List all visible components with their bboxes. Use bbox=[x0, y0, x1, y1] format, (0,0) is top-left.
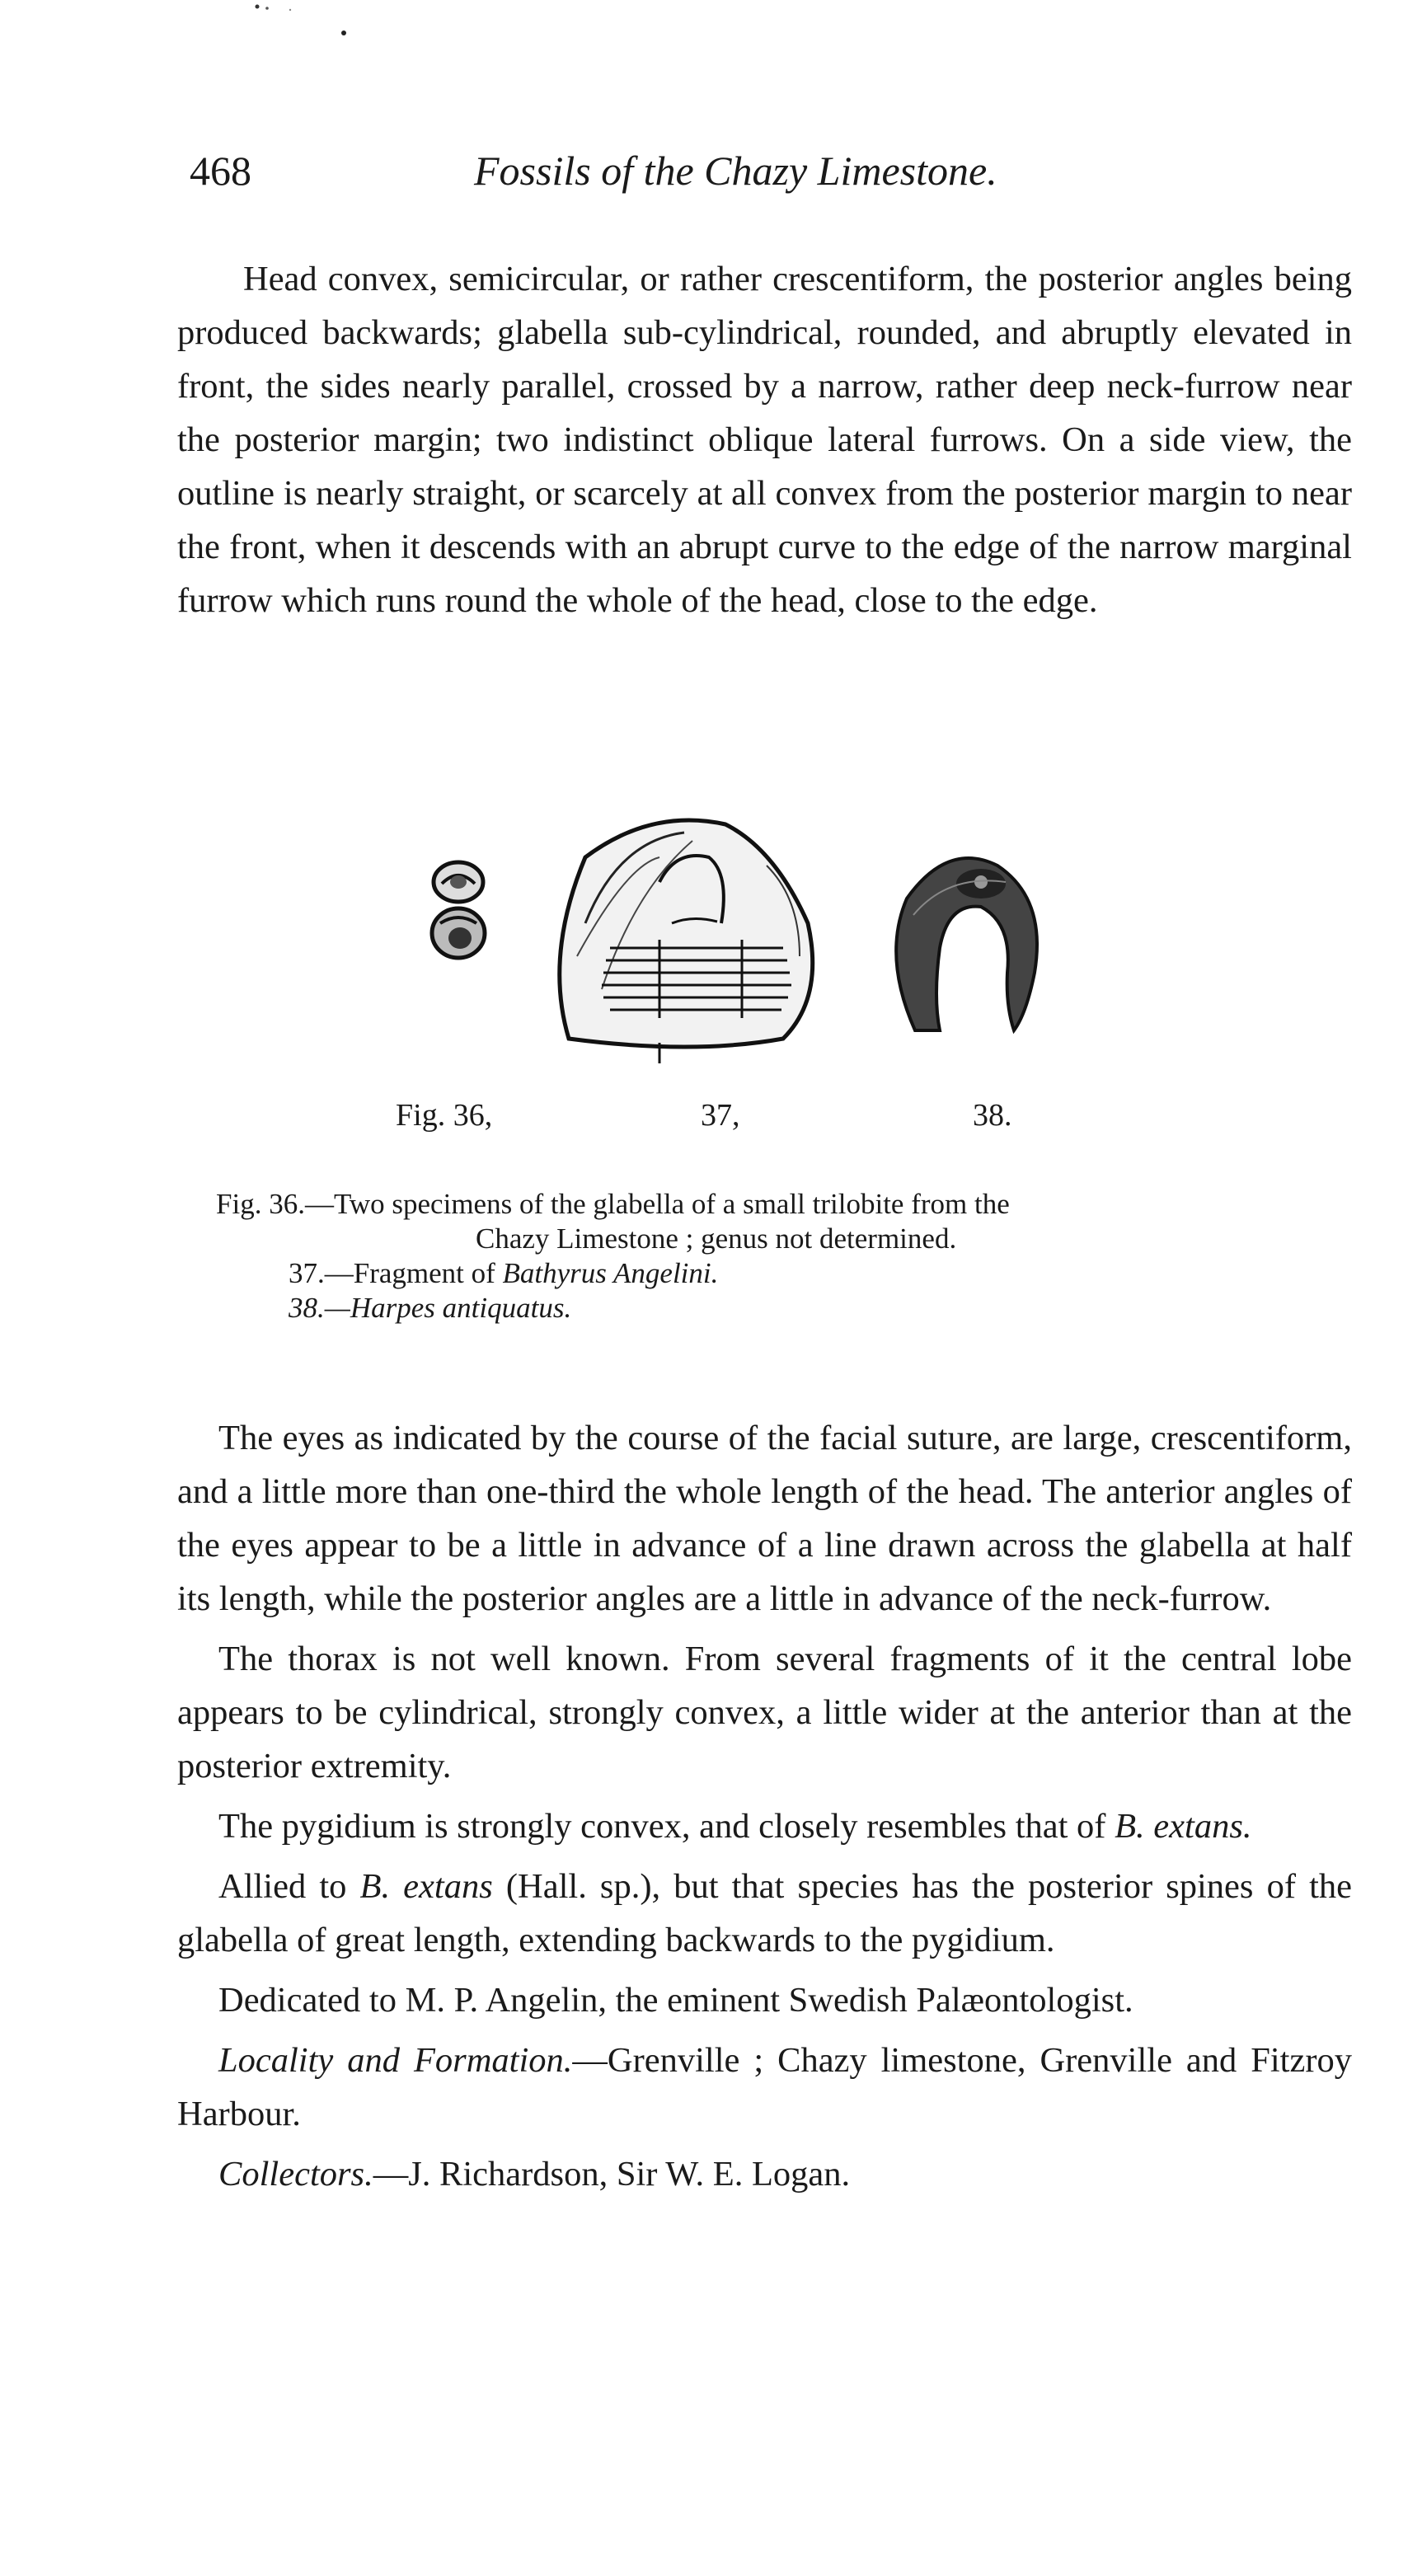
legend-line-fig37 bbox=[289, 1256, 1422, 1291]
fig38-label: 38. bbox=[973, 1098, 1012, 1133]
pygidium-text: The pygidium is strongly convex, and closely resembles that of bbox=[218, 1807, 1115, 1846]
trilobite-figures bbox=[412, 791, 1072, 1088]
legend-fig37-prefix: 37.—Fragment of bbox=[289, 1257, 503, 1289]
legend-fig37-species: Bathyrus Angelini. bbox=[502, 1257, 719, 1289]
allied-species: B. extans bbox=[359, 1867, 493, 1906]
description-continued bbox=[177, 1411, 1352, 2208]
locality-label: Locality and Formation. bbox=[218, 2041, 573, 2080]
paragraph-collectors bbox=[177, 2147, 1352, 2201]
allied-rest: (Hall. sp.), but that species has the posterior spines of the glabella of great length, extending backwards to the pygidium. bbox=[177, 1867, 1352, 1959]
collectors-text: —J. Richardson, Sir W. E. Logan. bbox=[373, 2155, 851, 2194]
figure-labels bbox=[0, 1091, 1422, 1140]
locality-text: —Grenville ; Chazy limestone, Grenville and Fitzroy Harbour. bbox=[177, 2041, 1352, 2133]
paragraph-head-description: Head convex, semicircular, or rather crescentiform, the posterior angles being produced backwards; glabella sub-cylindrical, rounded, and abruptly elevated in front, the sides nearly parallel, crossed by a narrow, rather deep neck-furrow near the posterior margin; two indistinct oblique lateral furrows. On a side view, the outline is nearly straight, or scarcely at all convex from the posterior margin to near the front, when it descends with an abrupt curve to the edge of the narrow marginal furrow which runs round the whole of the head, close to the edge. bbox=[177, 260, 1352, 620]
page-number: 468 bbox=[190, 148, 251, 194]
page-header bbox=[190, 142, 1344, 199]
allied-prefix: Allied to bbox=[218, 1867, 360, 1906]
legend-fig38-species: 38.—Harpes antiquatus. bbox=[289, 1292, 572, 1324]
paragraph-pygidium bbox=[177, 1799, 1352, 1853]
legend-line-fig36-cont: Chazy Limestone ; genus not determined. bbox=[476, 1222, 957, 1255]
paragraph-dedicated: Dedicated to M. P. Angelin, the eminent Swedish Palæontologist. bbox=[218, 1981, 1133, 2020]
fig36-glabella-specimens-illustration bbox=[432, 862, 485, 958]
fig38-harpes-illustration bbox=[896, 858, 1037, 1030]
print-specks bbox=[247, 0, 363, 49]
collectors-label: Collectors. bbox=[218, 2155, 373, 2194]
paragraph-locality bbox=[177, 2034, 1352, 2141]
fig36-label: Fig. 36, bbox=[396, 1098, 493, 1133]
running-title: Fossils of the Chazy Limestone. bbox=[474, 148, 997, 194]
pygidium-species: B. extans. bbox=[1115, 1807, 1252, 1846]
paragraph-thorax: The thorax is not well known. From several fragments of it the central lobe appears to be cylindrical, strongly convex, a little wider at the anterior than at the posterior extremity. bbox=[177, 1640, 1352, 1785]
fig37-label: 37, bbox=[701, 1098, 740, 1133]
legend-line-fig38 bbox=[289, 1291, 1422, 1326]
figure-legend bbox=[216, 1187, 1354, 1326]
paragraph-eyes: The eyes as indicated by the course of the facial suture, are large, crescentiform, and a little more than one-third the whole length of the head. The anterior angles of the eyes appear to be a little in advance of a line drawn across the glabella at half its length, while the posterior angles are a little in advance of the neck-furrow. bbox=[177, 1419, 1352, 1618]
legend-line-fig36: Fig. 36.—Two specimens of the glabella of a small trilobite from the bbox=[216, 1188, 1010, 1220]
fig37-bathyrus-fragment-illustration bbox=[560, 820, 813, 1063]
paragraph-allied bbox=[177, 1860, 1352, 1967]
